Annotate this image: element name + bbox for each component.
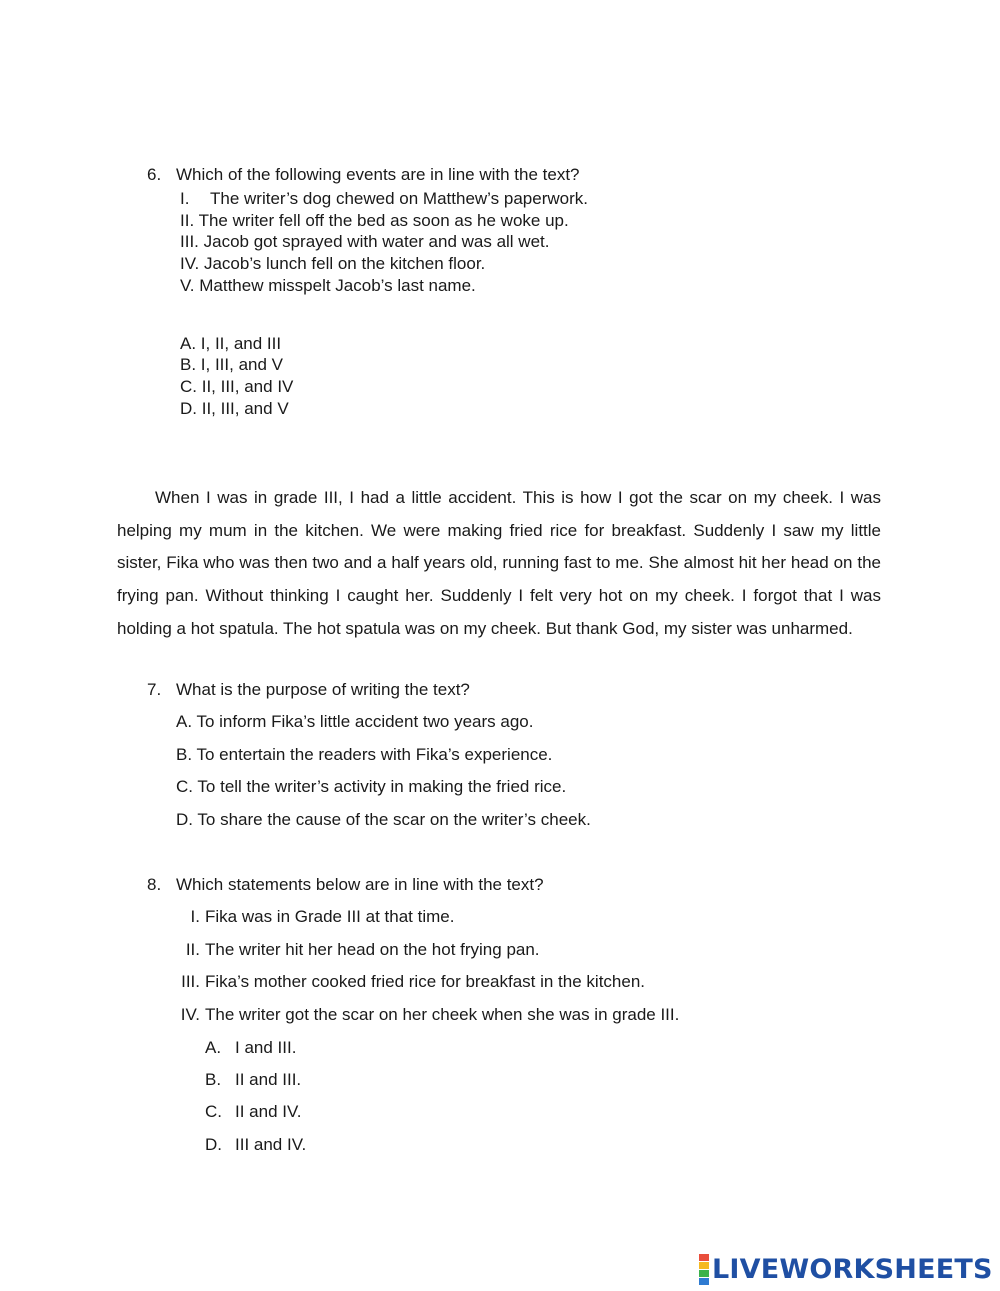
statement-item <box>180 231 549 253</box>
answer-option-c[interactable]: C. II, III, and IV <box>180 377 294 396</box>
question-text: What is the purpose of writing the text? <box>176 680 470 699</box>
statement-item <box>180 275 476 297</box>
question-number: 8. <box>147 875 162 894</box>
answer-option-a[interactable]: A. To inform Fika’s little accident two years ago. <box>176 712 534 731</box>
answer-option-a[interactable] <box>205 1037 296 1059</box>
statement-text: Fika was in Grade III at that time. <box>205 907 455 926</box>
option-text: I and III. <box>235 1038 297 1057</box>
statement-item <box>180 210 569 232</box>
option-letter: B. <box>205 1070 222 1089</box>
statement-item <box>170 939 540 961</box>
statement-number: IV. <box>180 254 200 273</box>
passage-text: When I was in grade III, I had a little accident. This is how I got the scar on my cheek. I was helping my mum in the kitchen. We were making fried rice for breakfast. Suddenly I saw my little sister, Fika who was then two and a half years old, running fast to me. She almost hit her head on the frying pan. Without thinking I caught her. Suddenly I felt very hot on my cheek. I forgot that I was holding a hot spatula. The hot spatula was on my cheek. But thank God, my sister was unharmed. <box>117 488 881 638</box>
logo-text: LIVEWORKSHEETS <box>712 1253 993 1285</box>
statement-text: The writer got the scar on her cheek when she was in grade III. <box>205 1005 680 1024</box>
question-text: Which of the following events are in line with the text? <box>176 165 580 184</box>
answer-option-d[interactable]: D. To share the cause of the scar on the writer’s cheek. <box>176 810 591 829</box>
question-8 <box>147 874 544 896</box>
statement-text: Fika’s mother cooked fried rice for breakfast in the kitchen. <box>205 972 645 991</box>
statement-number: III. <box>181 972 200 991</box>
option-text: II and III. <box>235 1070 302 1089</box>
question-number: 7. <box>147 680 162 699</box>
logo-block <box>699 1262 709 1269</box>
option-letter: C. <box>205 1102 222 1121</box>
statement-number: I. <box>180 189 190 208</box>
logo-blocks-icon <box>699 1254 709 1285</box>
answer-option-a[interactable]: A. I, II, and III <box>180 334 282 353</box>
answer-option-b[interactable]: B. I, III, and V <box>180 355 283 374</box>
statement-item <box>170 906 454 928</box>
statement-text: The writer’s dog chewed on Matthew’s paperwork. <box>210 189 588 208</box>
answer-option-d[interactable]: D. II, III, and V <box>180 399 289 418</box>
answer-option-c[interactable] <box>205 1101 301 1123</box>
logo-block <box>699 1278 709 1285</box>
question-7 <box>147 679 470 701</box>
logo-block <box>699 1254 709 1261</box>
answer-option-b[interactable] <box>205 1069 301 1091</box>
statement-number: IV. <box>180 1005 200 1024</box>
statement-text: The writer fell off the bed as soon as he woke up. <box>198 211 569 230</box>
reading-passage <box>117 482 881 646</box>
question-text: Which statements below are in line with the text? <box>176 875 544 894</box>
statement-text: Matthew misspelt Jacob’s last name. <box>199 276 476 295</box>
statement-text: Jacob got sprayed with water and was all wet. <box>203 232 550 251</box>
liveworksheets-logo <box>699 1253 993 1285</box>
statement-item <box>180 253 485 275</box>
answer-option-c[interactable]: C. To tell the writer’s activity in making the fried rice. <box>176 777 567 796</box>
option-letter: D. <box>205 1135 222 1154</box>
statement-number: III. <box>180 232 199 251</box>
question-number: 6. <box>147 165 162 184</box>
option-text: II and IV. <box>235 1102 302 1121</box>
statement-item <box>180 188 588 210</box>
statement-text: The writer hit her head on the hot frying pan. <box>205 940 540 959</box>
statement-item <box>170 1004 679 1026</box>
statement-text: Jacob’s lunch fell on the kitchen floor. <box>203 254 486 273</box>
question-6 <box>147 164 580 186</box>
logo-block <box>699 1270 709 1277</box>
option-text: III and IV. <box>235 1135 307 1154</box>
answer-option-b[interactable]: B. To entertain the readers with Fika’s experience. <box>176 745 553 764</box>
statement-number: I. <box>190 907 200 926</box>
statement-item <box>170 971 645 993</box>
statement-number: II. <box>185 940 200 959</box>
option-letter: A. <box>205 1038 222 1057</box>
statement-number: V. <box>180 276 195 295</box>
statement-number: II. <box>180 211 195 230</box>
answer-option-d[interactable] <box>205 1134 306 1156</box>
